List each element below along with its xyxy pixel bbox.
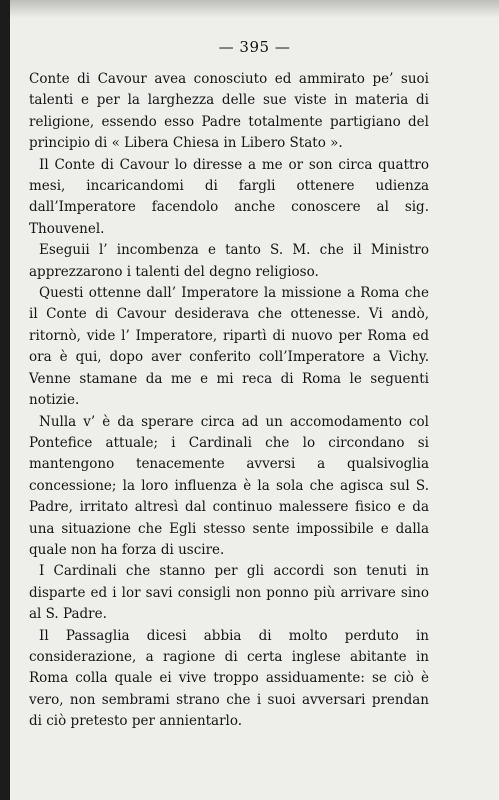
paragraph-7: Il Passaglia dicesi abbia di molto perduto in considerazione, a ragione di certa inglese abitante in Roma colla quale ei vive troppo assiduamente: se ciò è vero, non sembrami strano che i suoi avversari prendan di ciò pretesto per annientarlo. (29, 627, 429, 730)
paragraph-2: Il Conte di Cavour lo diresse a me or son circa quattro mesi, incaricandomi di fargli ottenere udienza dall’Imperatore facendolo anche conoscere al sig. Thouvenel. (29, 156, 429, 237)
body-text (29, 69, 429, 733)
paragraph-5: Nulla v’ è da sperare circa ad un accomodamento col Pontefice attuale; i Cardinali che lo circondano si mantengono tenacemente avversi a qualsivoglia concessione; la loro influenza è la sola che agisca sul S. Padre, irritato altresì dal continuo malessere fisico e da una situazione che Egli stesso sente impossibile e dalla quale non ha forza di uscire. (29, 413, 429, 558)
paragraph-4: Questi ottenne dall’ Imperatore la missione a Roma che il Conte di Cavour desiderava che ottenesse. Vi andò, ritornò, vide l’ Imperatore, ripartì di nuovo per Roma ed ora è qui, dopo aver conferito coll’Imperatore a Vichy. Venne stamane da me e mi reca di Roma le seguenti notizie. (29, 285, 429, 409)
book-page (10, 0, 499, 800)
page-number-header: — 395 — (218, 38, 291, 56)
paragraph-6: I Cardinali che stanno per gli accordi son tenuti in disparte ed i lor savi consigli non ponno più arrivare sino al S. Padre. (29, 563, 429, 623)
paragraph-1: Conte di Cavour avea conosciuto ed ammirato pe’ suoi talenti e per la larghezza delle sue viste in materia di religione, essendo esso Padre totalmente partigiano del principio di « Libera Chiesa in Libero Stato ». (29, 71, 429, 152)
paragraph-3: Eseguii l’ incombenza e tanto S. M. che il Ministro apprezzarono i talenti del degno religioso. (29, 242, 429, 280)
